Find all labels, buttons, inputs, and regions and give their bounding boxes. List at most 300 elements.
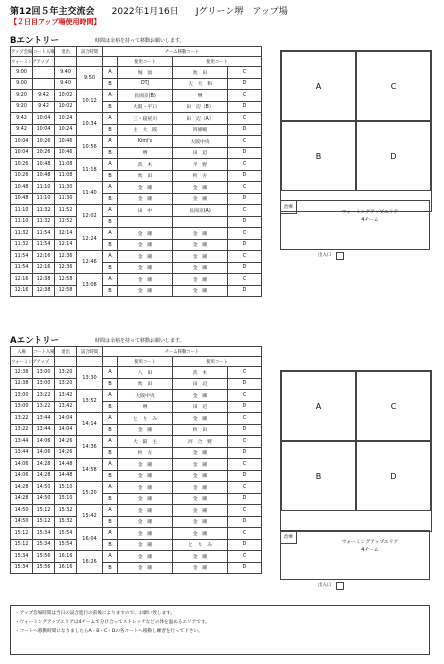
cell-court-letter: B xyxy=(103,170,118,182)
cell-up-time: 14:50 xyxy=(11,516,33,528)
cell-exit-time: 14:04 xyxy=(55,424,77,436)
cell-team-1: 三・寝屋川 xyxy=(118,113,173,125)
cell-entry-time: 13:00 xyxy=(33,367,55,379)
cell-court-2: D xyxy=(228,239,262,251)
cell-team-1: 金 剛 xyxy=(118,285,173,297)
cell-court-2: C xyxy=(228,367,262,379)
table-row xyxy=(11,539,262,551)
cell-court-2: D xyxy=(228,170,262,182)
cell-court-2: C xyxy=(228,459,262,471)
table-row xyxy=(11,124,262,136)
cell-entry-time: 11:32 xyxy=(33,216,55,228)
cell-court-2: C xyxy=(228,136,262,148)
cell-court-2: D xyxy=(228,147,262,159)
cell-team-1: 金 剛 xyxy=(118,228,173,240)
table-row xyxy=(11,262,262,274)
warmup-area-2 xyxy=(280,530,430,580)
col-header-up: アップ会場 xyxy=(11,47,33,57)
cell-team-2: 金 剛 xyxy=(173,551,228,563)
cell-entry-time: 11:10 xyxy=(33,182,55,194)
cell-game-time: 16:26 xyxy=(77,551,103,574)
table-row xyxy=(11,147,262,159)
cell-team-1: 金 剛 xyxy=(118,528,173,540)
table-row xyxy=(11,251,262,263)
cell-up-time: 12:38 xyxy=(11,367,33,379)
cell-court-2: C xyxy=(228,482,262,494)
cell-court-letter: A xyxy=(103,228,118,240)
cell-team-2: 金 剛 xyxy=(173,528,228,540)
table-row xyxy=(11,113,262,125)
cell-court-letter: B xyxy=(103,262,118,274)
cell-up-time: 9:20 xyxy=(11,101,33,113)
table-row xyxy=(11,170,262,182)
cell-team-2: 田 辺（B） xyxy=(173,101,228,113)
cell-entry-time: 15:34 xyxy=(33,528,55,540)
cell-team-1: DTJ xyxy=(118,78,173,90)
cell-court-2: D xyxy=(228,447,262,459)
cell-court-letter: B xyxy=(103,216,118,228)
cell-court-2: D xyxy=(228,193,262,205)
cell-entry-time: 13:22 xyxy=(33,390,55,402)
cell-up-time: 12:16 xyxy=(11,285,33,297)
cell-up-time: 11:54 xyxy=(11,262,33,274)
cell-up-time: 15:34 xyxy=(11,562,33,574)
col-header-entry: コート入場 xyxy=(33,47,55,57)
cell-team-1: と り み xyxy=(118,413,173,425)
cell-exit-time: 14:26 xyxy=(55,447,77,459)
court-d: D xyxy=(356,441,431,511)
cell-exit-time: 11:30 xyxy=(55,193,77,205)
cell-entry-time: 14:50 xyxy=(33,493,55,505)
cell-game-time: 10:56 xyxy=(77,136,103,159)
cell-exit-time: 16:16 xyxy=(55,551,77,563)
col-header-court-group: チーム移動コート xyxy=(103,347,262,357)
cell-court-letter: B xyxy=(103,539,118,551)
col-header-entry: コート入場 xyxy=(33,347,55,357)
cell-court-letter: A xyxy=(103,505,118,517)
cell-up-time: 9:00 xyxy=(11,78,33,90)
table-row xyxy=(11,228,262,240)
cell-up-time: 14:06 xyxy=(11,459,33,471)
cell-court-2: C xyxy=(228,413,262,425)
cell-court-2: C xyxy=(228,528,262,540)
col-header-court-use: 使用コート xyxy=(118,357,173,367)
cell-exit-time: 15:54 xyxy=(55,528,77,540)
cell-exit-time: 10:02 xyxy=(55,90,77,102)
cell-up-time: 11:54 xyxy=(11,251,33,263)
cell-team-2: 金 剛 xyxy=(173,459,228,471)
event-title: 第12回５年主交流会 xyxy=(10,7,95,17)
cell-entry-time: 9:42 xyxy=(33,90,55,102)
event-venue: Jグリーン堺 アップ場 xyxy=(195,7,288,17)
cell-game-time: 13:52 xyxy=(77,390,103,413)
table-row xyxy=(11,493,262,505)
section-heading-a: Aエントリー xyxy=(10,336,60,346)
cell-game-time: 12:02 xyxy=(77,205,103,228)
cell-entry-time: 15:34 xyxy=(33,539,55,551)
table-row xyxy=(11,562,262,574)
cell-team-1: 金 剛 xyxy=(118,482,173,494)
cell-exit-time: 10:46 xyxy=(55,147,77,159)
col-header-court-use-2: 使用コート xyxy=(173,357,262,367)
table-subheader xyxy=(11,57,262,67)
cell-entry-time: 11:54 xyxy=(33,239,55,251)
cell-entry-time: 13:44 xyxy=(33,413,55,425)
cell-team-1: 金 剛 xyxy=(118,562,173,574)
door-icon xyxy=(336,582,344,590)
cell-team-1: 金 剛 xyxy=(118,239,173,251)
cell-up-time: 12:16 xyxy=(11,274,33,286)
cell-court-2: D xyxy=(228,516,262,528)
event-date: 2022年1月16日 xyxy=(111,7,179,17)
cell-court-letter: B xyxy=(103,193,118,205)
cell-up-time: 13:44 xyxy=(11,436,33,448)
cell-court-letter: B xyxy=(103,516,118,528)
cell-up-time: 13:22 xyxy=(11,424,33,436)
cell-exit-time: 14:48 xyxy=(55,470,77,482)
cell-up-time: 11:32 xyxy=(11,239,33,251)
cell-up-time: 13:22 xyxy=(11,413,33,425)
cell-court-2: C xyxy=(228,390,262,402)
cell-exit-time: 15:54 xyxy=(55,539,77,551)
cell-up-time: 11:10 xyxy=(11,216,33,228)
cell-exit-time: 13:20 xyxy=(55,378,77,390)
table-row xyxy=(11,274,262,286)
cell-court-2: D xyxy=(228,562,262,574)
court-map-1 xyxy=(280,50,432,212)
cell-court-2: D xyxy=(228,124,262,136)
col-header-court-use-2: 使用コート xyxy=(173,57,262,67)
cell-court-letter: A xyxy=(103,205,118,217)
court-a: A xyxy=(281,51,356,121)
cell-exit-time: 15:10 xyxy=(55,493,77,505)
col-header-court-use: 使用コート xyxy=(118,57,173,67)
cell-exit-time: 12:14 xyxy=(55,239,77,251)
cell-court-letter: B xyxy=(103,493,118,505)
cell-team-1: 金 剛 xyxy=(118,505,173,517)
cell-team-1: Kimi's xyxy=(118,136,173,148)
court-b: B xyxy=(281,121,356,191)
col-header-exit: 退出 xyxy=(55,47,77,57)
cell-entry-time: 13:22 xyxy=(33,401,55,413)
cell-team-2: 河 合 野 xyxy=(173,436,228,448)
cell-game-time: 15:20 xyxy=(77,482,103,505)
cell-up-time: 13:44 xyxy=(11,447,33,459)
cell-exit-time: 12:36 xyxy=(55,251,77,263)
col-header-exit: 退出 xyxy=(55,347,77,357)
cell-exit-time: 15:32 xyxy=(55,516,77,528)
cell-game-time: 11:18 xyxy=(77,159,103,182)
cell-court-2: C xyxy=(228,251,262,263)
cell-court-2: D xyxy=(228,101,262,113)
cell-up-time: 13:00 xyxy=(11,390,33,402)
cell-game-time: 13:30 xyxy=(77,367,103,390)
cell-court-letter: B xyxy=(103,470,118,482)
col-header-up: 入場 xyxy=(11,347,33,357)
cell-game-time: 12:46 xyxy=(77,251,103,274)
cell-entry-time: 13:44 xyxy=(33,424,55,436)
cell-team-1: 金 剛 xyxy=(118,459,173,471)
cell-court-letter: A xyxy=(103,459,118,471)
cell-court-letter: A xyxy=(103,367,118,379)
cell-team-2: 金 剛 xyxy=(173,285,228,297)
court-a: A xyxy=(281,371,356,441)
cell-team-2: 長岡京(A) xyxy=(173,205,228,217)
cell-court-2: C xyxy=(228,159,262,171)
cell-court-letter: A xyxy=(103,413,118,425)
cell-team-2: 金 剛 xyxy=(173,493,228,505)
page-subtitle: 【２日目アップ場使用時間】 xyxy=(10,18,101,26)
cell-up-time: 10:04 xyxy=(11,147,33,159)
cell-up-time: 14:50 xyxy=(11,505,33,517)
cell-court-letter: A xyxy=(103,136,118,148)
table-row xyxy=(11,378,262,390)
table-row xyxy=(11,136,262,148)
table-row xyxy=(11,551,262,563)
cell-exit-time: 10:24 xyxy=(55,124,77,136)
footer-line: ・コートへ移動時間になりましたらA・B・C・Dの各コートへ移動し練習を行って下さい。 xyxy=(15,629,203,634)
table-row xyxy=(11,482,262,494)
cell-court-letter: A xyxy=(103,436,118,448)
door-icon xyxy=(336,252,344,260)
cell-entry-time: 10:26 xyxy=(33,136,55,148)
cell-exit-time: 12:58 xyxy=(55,274,77,286)
cell-exit-time: 13:42 xyxy=(55,390,77,402)
cell-team-2: 金 剛 xyxy=(173,470,228,482)
cell-up-time: 10:26 xyxy=(11,159,33,171)
table-row xyxy=(11,413,262,425)
col-subheader-up: ウォーミングアップ xyxy=(11,357,33,367)
section-note-a: 時間は余裕を持って移動お願いします。 xyxy=(95,338,185,344)
table-row xyxy=(11,401,262,413)
cell-court-2: C xyxy=(228,90,262,102)
cell-game-time: 14:58 xyxy=(77,459,103,482)
table-header xyxy=(11,347,262,357)
cell-court-2: D xyxy=(228,539,262,551)
cell-court-letter: A xyxy=(103,113,118,125)
cell-entry-time: 14:50 xyxy=(33,482,55,494)
cell-entry-time: 10:48 xyxy=(33,159,55,171)
cell-team-2: 平 野 xyxy=(173,159,228,171)
cell-game-time: 13:08 xyxy=(77,274,103,297)
cell-entry-time: 14:28 xyxy=(33,470,55,482)
cell-entry-time: 10:04 xyxy=(33,124,55,136)
table-row xyxy=(11,436,262,448)
cell-up-time: 12:38 xyxy=(11,378,33,390)
cell-court-letter: B xyxy=(103,239,118,251)
table-row xyxy=(11,216,262,228)
cell-entry-time: 15:12 xyxy=(33,516,55,528)
cell-up-time: 9:00 xyxy=(11,67,33,79)
cell-up-time: 9:20 xyxy=(11,90,33,102)
cell-team-1: 金 剛 xyxy=(118,193,173,205)
cell-up-time: 14:28 xyxy=(11,482,33,494)
court-c: C xyxy=(356,371,431,441)
page-title xyxy=(10,4,302,17)
cell-team-1: 長岡京(B) xyxy=(118,90,173,102)
table-row xyxy=(11,205,262,217)
cell-team-1: 金 剛 xyxy=(118,470,173,482)
cell-up-time: 13:00 xyxy=(11,401,33,413)
schedule-table-b xyxy=(10,46,262,297)
cell-exit-time: 10:02 xyxy=(55,101,77,113)
cell-team-2: 田 辺 xyxy=(173,378,228,390)
cell-court-2: D xyxy=(228,424,262,436)
cell-court-letter: B xyxy=(103,562,118,574)
cell-up-time: 10:48 xyxy=(11,193,33,205)
cell-team-2: 金 剛 xyxy=(173,516,228,528)
exit-label-1: 出入口 xyxy=(318,252,332,258)
cell-team-2: 金 剛 xyxy=(173,505,228,517)
cell-team-1: 大阪・平口 xyxy=(118,101,173,113)
cell-court-letter: A xyxy=(103,182,118,194)
col-header-game-time: 試合時間 xyxy=(77,347,103,357)
cell-up-time: 15:12 xyxy=(11,539,33,551)
cell-team-1: 金 剛 xyxy=(118,493,173,505)
cell-entry-time: 10:48 xyxy=(33,170,55,182)
table-row xyxy=(11,67,262,79)
cell-team-2: 茨 木 xyxy=(173,367,228,379)
cell-entry-time xyxy=(33,67,55,79)
cell-court-2: C xyxy=(228,228,262,240)
table-row xyxy=(11,367,262,379)
cell-entry-time: 15:56 xyxy=(33,562,55,574)
cell-court-2: C xyxy=(228,67,262,79)
cell-entry-time: 15:56 xyxy=(33,551,55,563)
cell-court-2: C xyxy=(228,505,262,517)
cell-exit-time: 9:40 xyxy=(55,78,77,90)
cell-entry-time: 10:04 xyxy=(33,113,55,125)
cell-court-2: D xyxy=(228,493,262,505)
cell-court-2: C xyxy=(228,274,262,286)
cell-entry-time: 10:26 xyxy=(33,147,55,159)
cell-team-2: 金 剛 xyxy=(173,413,228,425)
cell-up-time: 9:42 xyxy=(11,124,33,136)
cell-exit-time: 10:24 xyxy=(55,113,77,125)
warmup-area-label: ウォーミングアップエリア 4チーム xyxy=(341,540,399,553)
cell-game-time: 10:12 xyxy=(77,90,103,113)
cell-team-2: 枚 方 xyxy=(173,170,228,182)
cell-court-letter: A xyxy=(103,90,118,102)
cell-court-2: C xyxy=(228,113,262,125)
cell-team-2: 金 剛 xyxy=(173,182,228,194)
cell-entry-time: 12:38 xyxy=(33,285,55,297)
table-row xyxy=(11,78,262,90)
cell-court-2: C xyxy=(228,205,262,217)
cell-up-time: 10:04 xyxy=(11,136,33,148)
cell-team-2: 金 剛 xyxy=(173,274,228,286)
cell-exit-time: 11:30 xyxy=(55,182,77,194)
cell-exit-time: 13:42 xyxy=(55,401,77,413)
cell-court-letter: B xyxy=(103,285,118,297)
cell-team-1: 金 剛 xyxy=(118,516,173,528)
table-row xyxy=(11,159,262,171)
cell-up-time: 15:12 xyxy=(11,528,33,540)
cell-court-letter: A xyxy=(103,251,118,263)
cell-game-time: 12:24 xyxy=(77,228,103,251)
table-row xyxy=(11,239,262,251)
footer-line: ・アップ会場時間は当日の試合進行の前後によりますので、お願い致します。 xyxy=(15,611,176,616)
cell-up-time: 10:48 xyxy=(11,182,33,194)
section-note-b: 時間は余裕を持って移動お願いします。 xyxy=(95,38,185,44)
cell-court-letter: B xyxy=(103,447,118,459)
cell-team-2: 金 剛 xyxy=(173,390,228,402)
cell-court-2: D xyxy=(228,216,262,228)
cell-exit-time: 11:08 xyxy=(55,170,77,182)
cell-exit-time: 9:40 xyxy=(55,67,77,79)
table-row xyxy=(11,459,262,471)
cell-exit-time: 15:10 xyxy=(55,482,77,494)
cell-court-2: D xyxy=(228,78,262,90)
cell-court-2: C xyxy=(228,436,262,448)
cell-exit-time: 14:04 xyxy=(55,413,77,425)
table-header xyxy=(11,47,262,57)
cell-game-time: 14:14 xyxy=(77,413,103,436)
cell-game-time: 15:42 xyxy=(77,505,103,528)
exit-label-2: 出入口 xyxy=(318,582,332,588)
cell-entry-time xyxy=(33,78,55,90)
court-c: C xyxy=(356,51,431,121)
col-header-court-group: チーム移動コート xyxy=(103,47,262,57)
cell-game-time: 16:04 xyxy=(77,528,103,551)
cell-up-time: 15:34 xyxy=(11,551,33,563)
cell-court-2: D xyxy=(228,401,262,413)
treatment-label: 治療 xyxy=(281,201,297,214)
cell-team-1: 主 大 阪 xyxy=(118,124,173,136)
table-row xyxy=(11,101,262,113)
cell-team-1: 金 剛 xyxy=(118,274,173,286)
cell-entry-time: 11:10 xyxy=(33,193,55,205)
cell-court-letter: B xyxy=(103,101,118,113)
cell-team-1: 八 田 xyxy=(118,367,173,379)
cell-entry-time: 12:16 xyxy=(33,262,55,274)
treatment-label: 治療 xyxy=(281,531,297,544)
cell-exit-time: 11:52 xyxy=(55,205,77,217)
cell-exit-time: 12:58 xyxy=(55,285,77,297)
cell-game-time: 9:50 xyxy=(77,67,103,90)
cell-up-time: 11:32 xyxy=(11,228,33,240)
cell-team-2: 金 剛 xyxy=(173,262,228,274)
cell-exit-time: 12:14 xyxy=(55,228,77,240)
cell-court-2: D xyxy=(228,285,262,297)
cell-entry-time: 13:00 xyxy=(33,378,55,390)
cell-exit-time: 14:48 xyxy=(55,459,77,471)
cell-team-2: 金 剛 xyxy=(173,562,228,574)
cell-court-2: D xyxy=(228,378,262,390)
warmup-area-1 xyxy=(280,200,430,250)
cell-team-1: 堀 図 xyxy=(118,67,173,79)
cell-court-letter: A xyxy=(103,274,118,286)
cell-team-2: 四條畷 xyxy=(173,124,228,136)
cell-court-letter: A xyxy=(103,482,118,494)
cell-entry-time: 12:38 xyxy=(33,274,55,286)
cell-team-2: 吹 田 xyxy=(173,67,228,79)
cell-game-time: 14:36 xyxy=(77,436,103,459)
cell-court-2: D xyxy=(228,470,262,482)
cell-game-time: 11:40 xyxy=(77,182,103,205)
cell-team-2: 金 剛 xyxy=(173,239,228,251)
cell-team-2: 枚 田 xyxy=(173,424,228,436)
cell-team-2: 田 辺 xyxy=(173,147,228,159)
cell-team-2: 田 辺 xyxy=(173,401,228,413)
cell-entry-time: 14:28 xyxy=(33,459,55,471)
cell-court-letter: A xyxy=(103,159,118,171)
cell-entry-time: 9:42 xyxy=(33,101,55,113)
table-row xyxy=(11,447,262,459)
cell-team-1: 大 阪 主 xyxy=(118,436,173,448)
cell-team-2 xyxy=(173,216,228,228)
table-row xyxy=(11,470,262,482)
